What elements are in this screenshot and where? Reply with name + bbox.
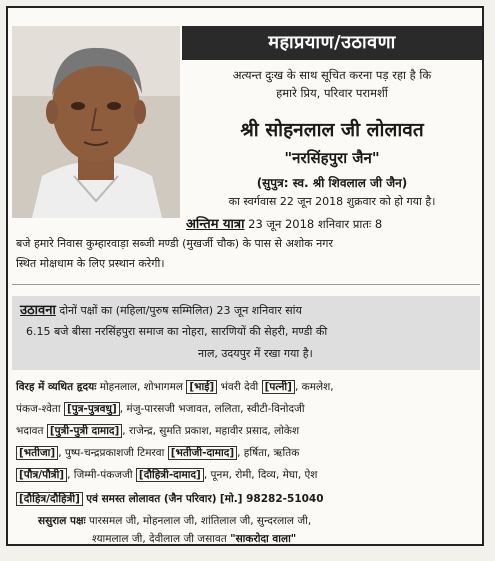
last-journey-line-2: बजे हमारे निवास कुम्हारवाड़ा सब्जी मण्डी (मुखर्जी चौक) के पास से अशोक नगर (16, 237, 333, 250)
demise-date: का स्वर्गवास 22 जून 2018 शुक्रवार को हो गया है। (228, 195, 436, 208)
relation-tag: [पौत्र/पौत्री] (16, 468, 67, 482)
relation-tag: [भतीजा] (16, 446, 58, 460)
mourners-line-5 (16, 468, 317, 482)
mourners-line-1 (16, 380, 334, 394)
deceased-alias: "नरसिंहपुरा जैन" (284, 149, 380, 167)
intro-line-1: अत्यन्त दुःख के साथ सूचित करना पड़ रहा है कि (232, 68, 432, 82)
mourners-names-2: भंवरी देवी (220, 381, 259, 393)
mourners-names-3: , कमलेश, (294, 381, 334, 393)
mourners-names-7: , राजेन्द्र, सुमति प्रकाश, महावीर प्रसाद, लोकेश (122, 425, 300, 437)
mourners-line-3 (16, 424, 299, 438)
last-journey-line-1 (186, 214, 382, 232)
mourners-names-11: , पूनम, रोमी, दिव्य, मेघा, ऐश (203, 469, 318, 481)
mourners-names-10: , जिम्मी-पंकजजी (67, 469, 133, 481)
in-laws-names-1: पारसमल जी, मोहनलाल जी, शांतिलाल जी, सुन्दरलाल जी, (88, 515, 312, 527)
in-laws-heading: ससुराल पक्षः (38, 515, 86, 527)
deceased-name: श्री सोहनलाल जी लोलावत (240, 119, 424, 141)
mourners-line-4 (16, 446, 299, 460)
portrait-photo (12, 26, 180, 218)
uthavna-time: दोनों पक्षों का (महिला/पुरुष सम्मिलित) 23 जून शनिवार सांय (59, 304, 302, 317)
relation-tag: [पत्नी] (262, 380, 295, 394)
uthavna-line-1 (20, 300, 302, 318)
in-laws-line-1 (38, 514, 311, 528)
mourners-names-4: पंकज-श्वेता (16, 403, 61, 415)
uthavna-heading: उठावना (20, 303, 56, 318)
relation-tag: [पुत्र-पुत्रवधु] (64, 402, 120, 416)
mourners-names-6: भदावत (16, 425, 44, 437)
last-journey-time: 23 जून 2018 शनिवार प्रातः 8 (248, 217, 383, 231)
relation-tag: [भतीजी-दामाद] (168, 446, 237, 460)
intro-line-2: हमारे प्रिय, परिवार परामर्शी (276, 86, 388, 100)
mourners-names-9: , हर्षिता, ऋतिक (237, 447, 300, 459)
mourners-line-6 (16, 492, 324, 506)
relation-tag: [पुत्री-पुत्री दामाद] (47, 424, 122, 438)
in-laws-line-2 (92, 532, 296, 546)
obituary-notice (6, 6, 484, 546)
mourners-names-1: मोहनलाल, शोभागमल (99, 381, 183, 393)
relation-tag: [दौहित्र/दौहित्री] (16, 492, 83, 506)
last-journey-line-3: स्थित मोक्षधाम के लिए प्रस्थान करेगी। (16, 257, 165, 270)
contact-number: [मो.] 98282-51040 (219, 493, 324, 505)
mourners-line-2 (16, 402, 305, 416)
uthavna-line-2: 6.15 बजे बीसा नरसिंहपुरा समाज का नोहरा, सारणियों की सेहरी, मण्डी की (26, 325, 328, 338)
native-place: "साकरोदा वाला" (230, 533, 297, 545)
family-name: एवं समस्त लोलावत (जैन परिवार) (86, 493, 217, 505)
mourners-names-5: , मंजु-पारसजी भजावत, ललिता, स्वीटी-विनोदजी (119, 403, 305, 415)
uthavna-line-3: नाल, उदयपुर में रखा गया है। (198, 347, 313, 360)
portrait-image (12, 26, 180, 218)
divider (12, 284, 480, 285)
notice-title: महाप्रयाण/उठावणा (182, 26, 482, 60)
in-laws-names-2: श्यामलाल जी, देवीलाल जी जसावत (92, 533, 227, 545)
last-journey-heading: अन्तिम यात्रा (186, 217, 245, 232)
relation-tag: [भाई] (186, 380, 217, 394)
mourners-names-8: , पुष्प-चन्द्रप्रकाशजी टिमरवा (58, 447, 165, 459)
relation-tag: [दौहित्री-दामाद] (136, 468, 204, 482)
parentage: (सुपुत्र: स्व. श्री शिवलाल जी जैन) (256, 176, 408, 190)
mourners-heading: विरह में व्यथित हृदयः (16, 381, 97, 393)
